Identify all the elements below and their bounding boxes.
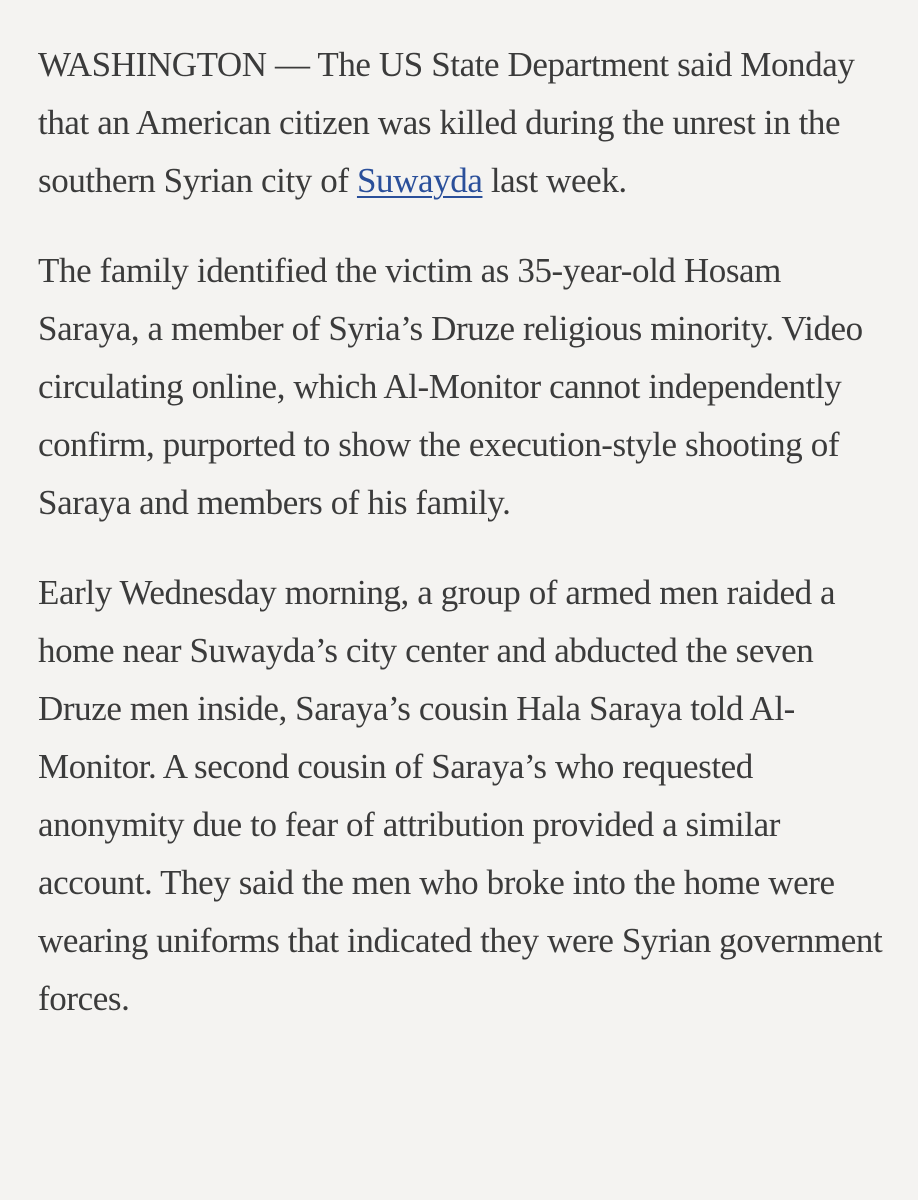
suwayda-link[interactable]: Suwayda [356,161,483,200]
paragraph-2: The family identified the victim as 35-year-old Hosam Saraya, a member of Syria’s Druze religious minority. Video circulating online, which Al-Monitor cannot independently confirm, purported to show the execution-style shooting of Saraya and members of his family. [38,251,863,522]
article-body [38,36,888,1028]
paragraph-1-text-after-link: last week. [482,161,627,200]
paragraph-1 [38,36,888,210]
paragraph-3: Early Wednesday morning, a group of armed men raided a home near Suwayda’s city center and abducted the seven Druze men inside, Saraya’s cousin Hala Saraya told Al-Monitor. A second cousin of Saraya’s who requested anonymity due to fear of attribution provided a similar account. They said the men who broke into the home were wearing uniforms that indicated they were Syrian government forces. [38,573,883,1018]
paragraph-1-text-before-link: WASHINGTON — The US State Department said Monday that an American citizen was killed during the unrest in the southern Syrian city of [38,45,855,200]
